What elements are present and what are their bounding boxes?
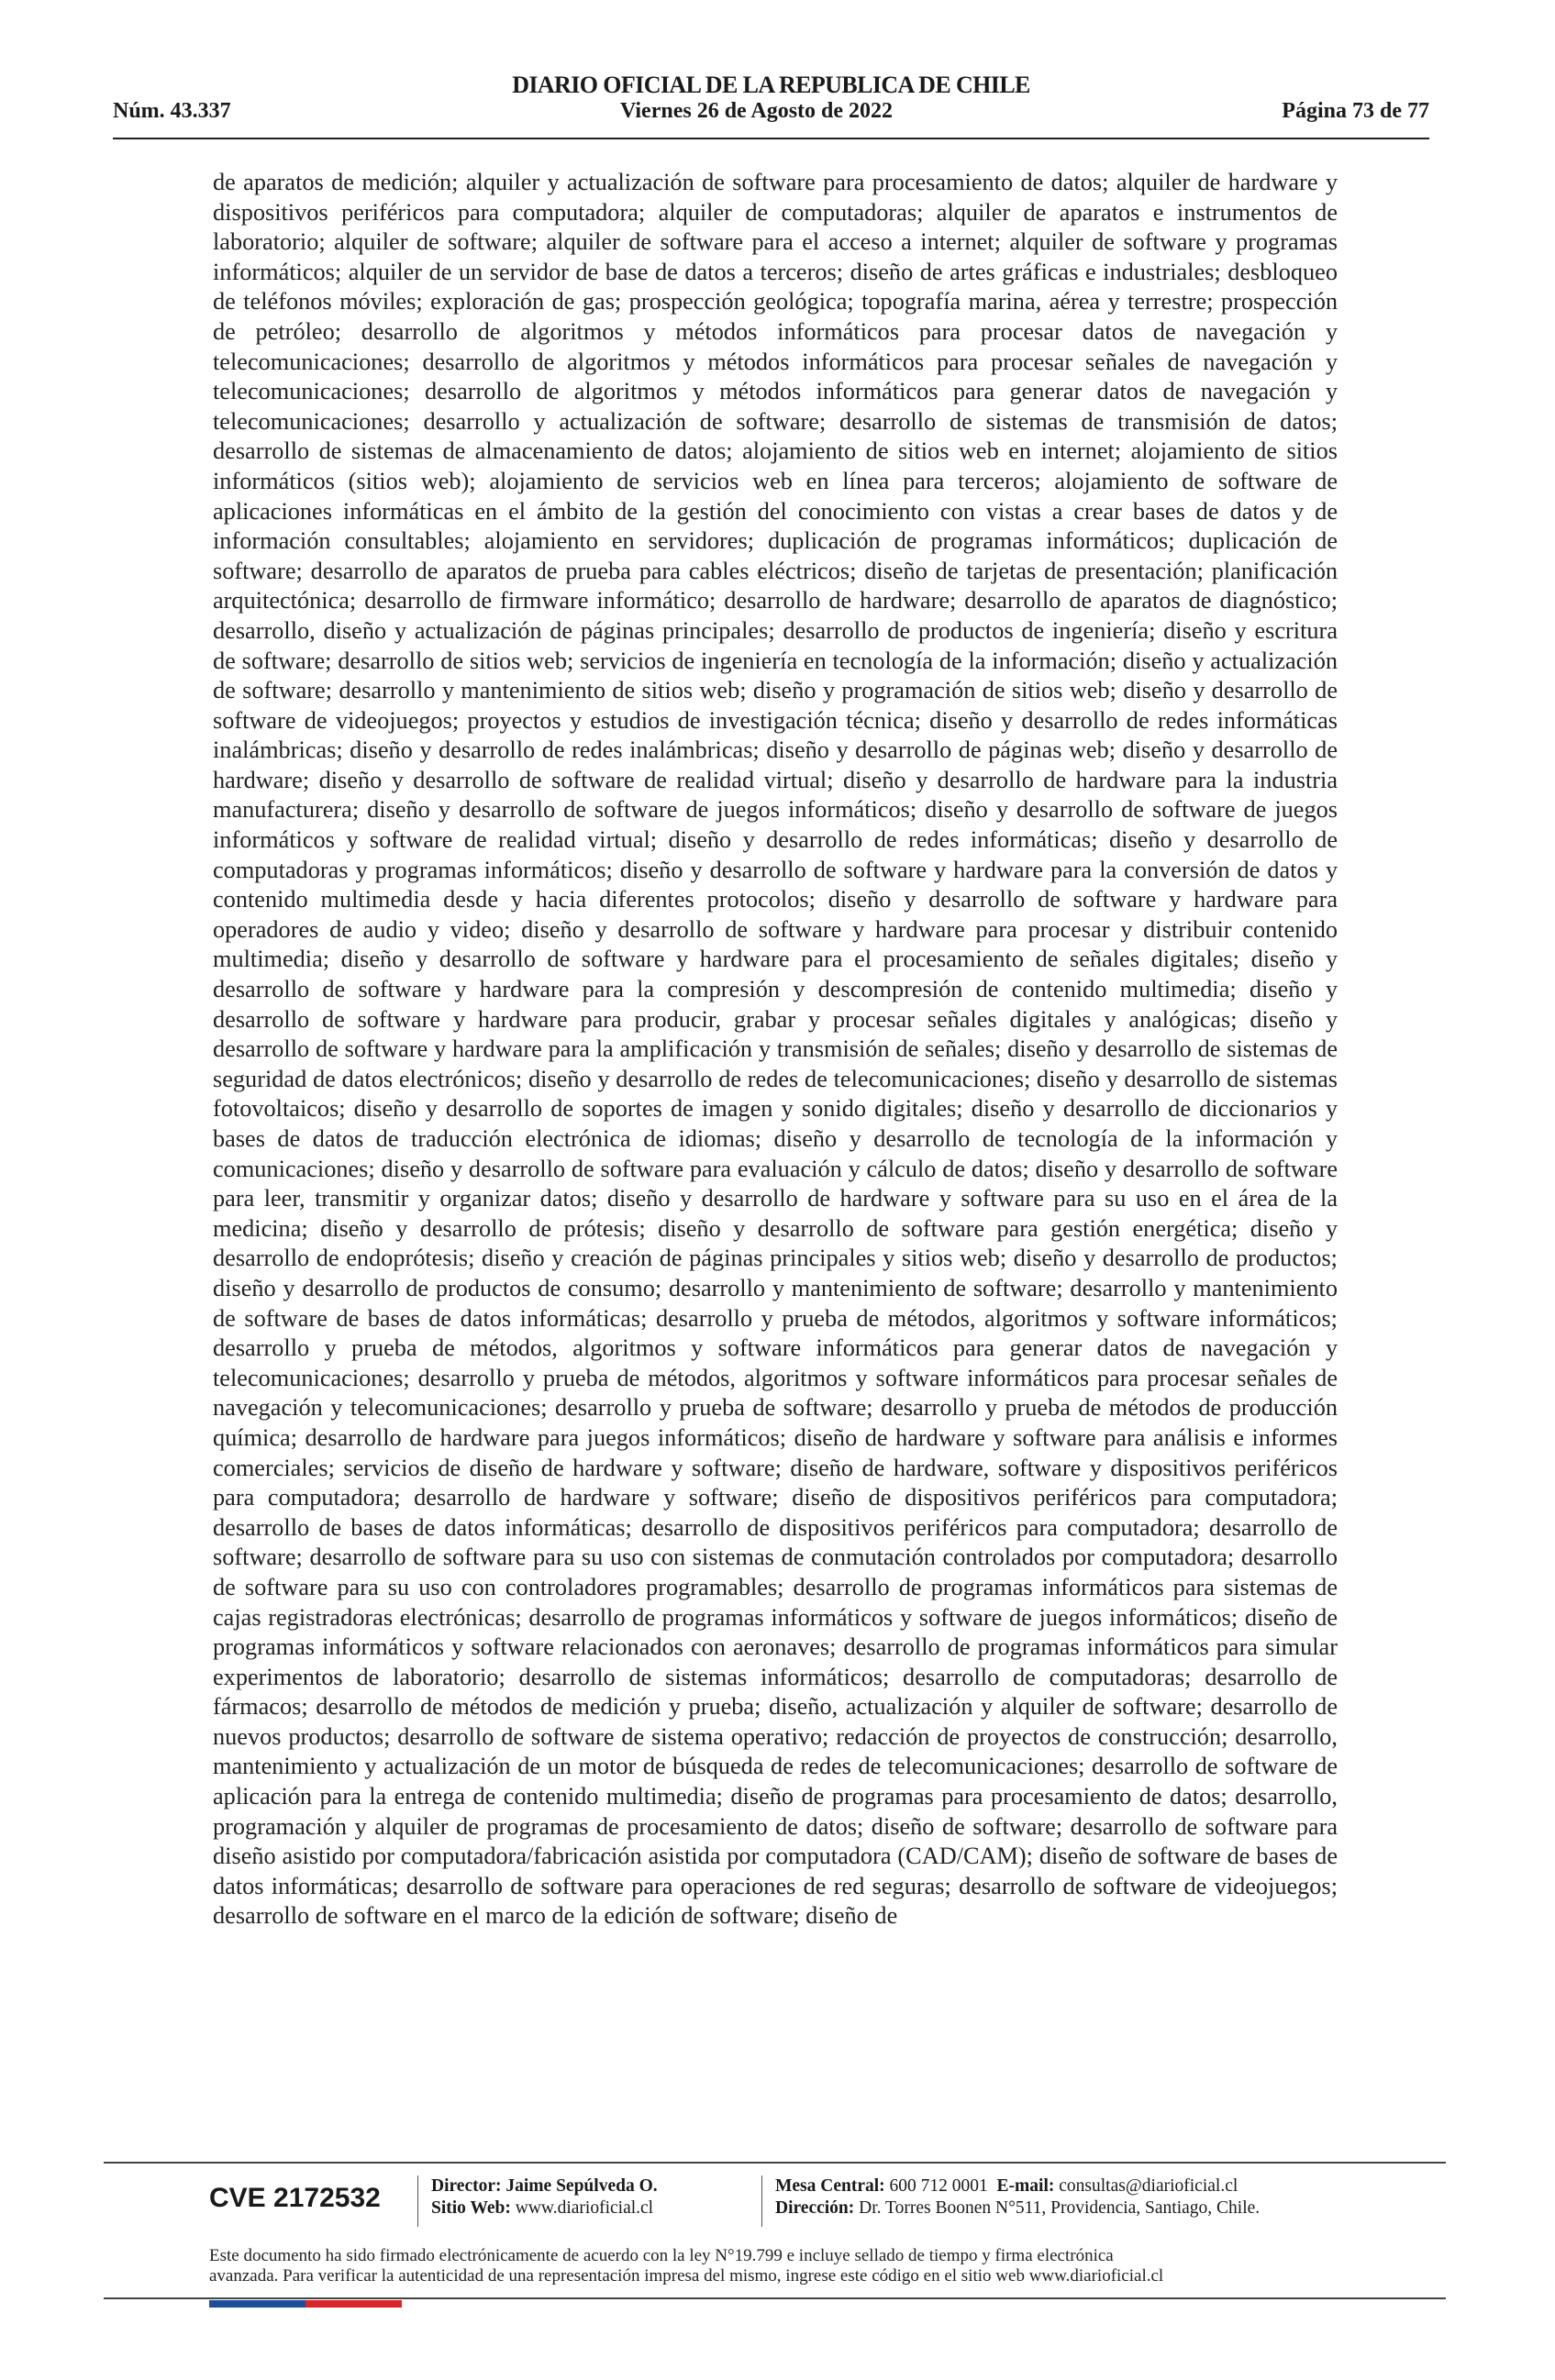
email-label: E-mail: xyxy=(996,2176,1055,2196)
issue-number: Núm. 43.337 xyxy=(113,99,231,123)
footer-divider xyxy=(104,2162,1446,2164)
body-paragraph: de aparatos de medición; alquiler y actualización de software para procesamiento de datos; alquiler de hardware y dispositivos periféricos para computadora; alquiler de computadoras; alquiler de aparatos e instrumentos de laboratorio; alquiler de software; alquiler de software para el acceso a internet; alquiler de software y programas informáticos; alquiler de un servidor de base de datos a terceros; diseño de artes gráficas e industriales; desbloqueo de teléfonos móviles; exploración de gas; prospección geológica; topografía marina, aérea y terrestre; prospección de petróleo; desarrollo de algoritmos y métodos informáticos para procesar datos de navegación y telecomunicaciones; desarrollo de algoritmos y métodos informáticos para procesar señales de navegación y telecomunicaciones; desarrollo de algoritmos y métodos informáticos para generar datos de navegación y telecomunicaciones; desarrollo y actualización de software; desarrollo de sistemas de transmisión de datos; desarrollo de sistemas de almacenamiento de datos; alojamiento de sitios web en internet; alojamiento de sitios informáticos (sitios web); alojamiento de servicios web en línea para terceros; alojamiento de software de aplicaciones informáticas en el ámbito de la gestión del conocimiento con vistas a crear bases de datos y de información consultables; alojamiento en servidores; duplicación de programas informáticos; duplicación de software; desarrollo de aparatos de prueba para cables eléctricos; diseño de tarjetas de presentación; planificación arquitectónica; desarrollo de firmware informático; desarrollo de hardware; desarrollo de aparatos de diagnóstico; desarrollo, diseño y actualización de páginas principales; desarrollo de productos de ingeniería; diseño y escritura de software; desarrollo de sitios web; servicios de ingeniería en tecnología de la información; diseño y actualización de software; desarrollo y mantenimiento de sitios web; diseño y programación de sitios web; diseño y desarrollo de software de videojuegos; proyectos y estudios de investigación técnica; diseño y desarrollo de redes informáticas inalámbricas; diseño y desarrollo de redes inalámbricas; diseño y desarrollo de páginas web; diseño y desarrollo de hardware; diseño y desarrollo de software de realidad virtual; diseño y desarrollo de hardware para la industria manufacturera; diseño y desarrollo de software de juegos informáticos; diseño y desarrollo de software de juegos informáticos y software de realidad virtual; diseño y desarrollo de redes informáticas; diseño y desarrollo de computadoras y programas informáticos; diseño y desarrollo de software y hardware para la conversión de datos y contenido multimedia desde y hacia diferentes protocolos; diseño y desarrollo de software y hardware para operadores de audio y video; diseño y desarrollo de software y hardware para procesar y distribuir contenido multimedia; diseño y desarrollo de software y hardware para el procesamiento de señales digitales; diseño y desarrollo de software y hardware para la compresión y descompresión de contenido multimedia; diseño y desarrollo de software y hardware para producir, grabar y procesar señales digitales y analógicas; diseño y desarrollo de software y hardware para la amplificación y transmisión de señales; diseño y desarrollo de sistemas de seguridad de datos electrónicos; diseño y desarrollo de redes de telecomunicaciones; diseño y desarrollo de sistemas fotovoltaicos; diseño y desarrollo de soportes de imagen y sonido digitales; diseño y desarrollo de diccionarios y bases de datos de traducción electrónica de idiomas; diseño y desarrollo de tecnología de la información y comunicaciones; diseño y desarrollo de software para evaluación y cálculo de datos; diseño y desarrollo de software para leer, transmitir y organizar datos; diseño y desarrollo de hardware y software para su uso en el área de la medicina; diseño y desarrollo de prótesis; diseño y desarrollo de software para gestión energética; diseño y desarrollo de endoprótesis; diseño y creación de páginas principales y sitios web; diseño y desarrollo de productos; diseño y desarrollo de productos de consumo; desarrollo y mantenimiento de software; desarrollo y mantenimiento de software de bases de datos informáticas; desarrollo y prueba de métodos, algoritmos y software informáticos; desarrollo y prueba de métodos, algoritmos y software informáticos para generar datos de navegación y telecomunicaciones; desarrollo y prueba de métodos, algoritmos y software informáticos para procesar señales de navegación y telecomunicaciones; desarrollo y prueba de software; desarrollo y prueba de métodos de producción química; desarrollo de hardware para juegos informáticos; diseño de hardware y software para análisis e informes comerciales; servicios de diseño de hardware y software; diseño de hardware, software y dispositivos periféricos para computadora; desarrollo de hardware y software; diseño de dispositivos periféricos para computadora; desarrollo de bases de datos informáticas; desarrollo de dispositivos periféricos para computadora; desarrollo de software; desarrollo de software para su uso con sistemas de conmutación controlados por computadora; desarrollo de software para su uso con controladores programables; desarrollo de programas informáticos para sistemas de cajas registradoras electrónicas; desarrollo de programas informáticos y software de juegos informáticos; diseño de programas informáticos y software relacionados con aeronaves; desarrollo de programas informáticos para simular experimentos de laboratorio; desarrollo de sistemas informáticos; desarrollo de computadoras; desarrollo de fármacos; desarrollo de métodos de medición y prueba; diseño, actualización y alquiler de software; desarrollo de nuevos productos; desarrollo de software de sistema operativo; redacción de proyectos de construcción; desarrollo, mantenimiento y actualización de un motor de búsqueda de redes de telecomunicaciones; desarrollo de software de aplicación para la entrega de contenido multimedia; diseño de programas para procesamiento de datos; desarrollo, programación y alquiler de programas de procesamiento de datos; diseño de software; desarrollo de software para diseño asistido por computadora/fabricación asistida por computadora (CAD/CAM); diseño de software de bases de datos informáticas; desarrollo de software para operaciones de red seguras; desarrollo de software de videojuegos; desarrollo de software en el marco de la edición de software; diseño de xyxy=(213,169,1338,1930)
page-footer xyxy=(209,2175,1342,2229)
site-label: Sitio Web: xyxy=(431,2198,511,2218)
page-header xyxy=(113,72,1429,138)
mesa-label: Mesa Central: xyxy=(775,2176,885,2196)
address-line xyxy=(775,2197,1342,2219)
footer-director-block xyxy=(431,2175,752,2219)
site-line xyxy=(431,2197,752,2219)
header-info-row xyxy=(113,99,1429,124)
flag-stripe xyxy=(209,2300,402,2308)
flag-blue-segment xyxy=(209,2300,305,2308)
footer-separator xyxy=(417,2175,418,2227)
bottom-divider xyxy=(104,2297,1446,2299)
publication-title: DIARIO OFICIAL DE LA REPUBLICA DE CHILE xyxy=(512,72,1030,98)
issue-date: Viernes 26 de Agosto de 2022 xyxy=(619,99,894,123)
page-number: Página 73 de 77 xyxy=(1282,99,1429,123)
legal-line-2: avanzada. Para verificar la autenticidad de una representación impresa del mismo, ingrese este código en el sitio web www.diarioficial.cl xyxy=(209,2266,1164,2286)
site-link[interactable]: www.diarioficial.cl xyxy=(515,2198,654,2218)
director-name: Jaime Sepúlveda O. xyxy=(505,2176,658,2196)
legal-line-1: Este documento ha sido firmado electrónicamente de acuerdo con la ley N°19.799 e incluye sellado de tiempo y firma electrónica xyxy=(209,2246,1114,2265)
footer-contact-block xyxy=(775,2175,1342,2219)
email-link[interactable]: consultas@diarioficial.cl xyxy=(1059,2176,1238,2196)
footer-separator-2 xyxy=(761,2175,762,2227)
cve-code: CVE 2172532 xyxy=(209,2183,381,2213)
legal-notice xyxy=(209,2246,1356,2286)
contact-line xyxy=(775,2175,1342,2197)
header-divider xyxy=(113,138,1429,139)
flag-red-segment xyxy=(305,2300,402,2308)
address-label: Dirección: xyxy=(775,2198,855,2218)
address-text: Dr. Torres Boonen N°511, Providencia, Santiago, Chile. xyxy=(859,2198,1261,2218)
mesa-phone: 600 712 0001 xyxy=(889,2176,988,2196)
director-label: Director: xyxy=(431,2176,502,2196)
director-line xyxy=(431,2175,752,2197)
